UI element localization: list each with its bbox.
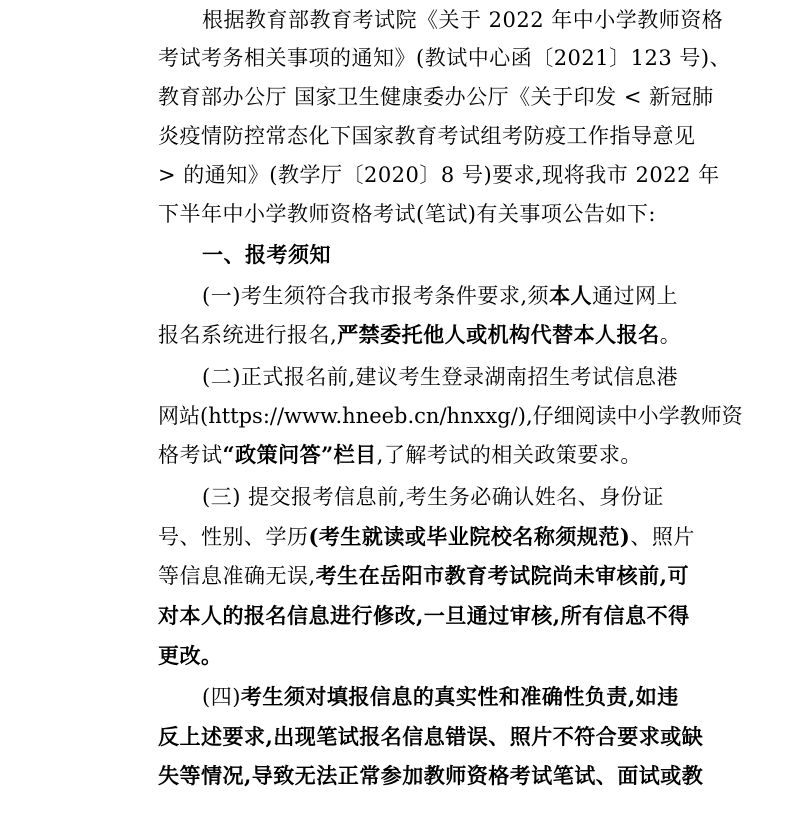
text-line	[0, 757, 797, 795]
text-segment: “政策问答”栏目	[222, 442, 377, 467]
text-line	[0, 557, 797, 595]
text-segment: 报名系统进行报名,	[158, 323, 338, 347]
text-segment: ,了解考试的相关政策要求。	[376, 443, 642, 467]
text-line	[0, 358, 797, 396]
text-line	[0, 436, 797, 474]
text-line	[0, 718, 797, 756]
text-segment: 号、性别、学历	[158, 525, 309, 549]
text-segment: 考生须对填报信息的真实性和准确性负责,如违	[240, 684, 679, 709]
text-segment: 根据教育部教育考试院《关于 2022 年中小学教师资格	[202, 8, 724, 32]
text-segment: (二)正式报名前,建议考生登录湖南招生考试信息港	[202, 365, 679, 389]
text-segment: 格考试	[158, 443, 223, 467]
text-line	[0, 518, 797, 556]
text-line	[0, 39, 797, 77]
text-segment: 更改。	[158, 643, 223, 668]
text-segment: (考生就读或毕业院校名称须规范)	[308, 524, 631, 549]
text-line	[0, 316, 797, 354]
text-segment: (四)	[202, 685, 241, 709]
text-line	[0, 637, 797, 675]
text-line	[0, 78, 797, 116]
text-line	[0, 277, 797, 315]
text-segment: 炎疫情防控常态化下国家教育考试组考防疫工作指导意见	[158, 124, 696, 148]
text-line	[0, 478, 797, 516]
text-segment: 失等情况,导致无法正常参加教师资格考试笔试、面试或教	[158, 763, 704, 788]
text-segment: 反上述要求,出现笔试报名信息错误、照片不符合要求或缺	[158, 724, 704, 749]
text-segment: 网站(https://www.hneeb.cn/hnxxg/),仔细阅读中小学教师资	[158, 404, 743, 428]
text-segment: 考试考务相关事项的通知》(教试中心函〔2021〕123 号)、	[158, 46, 732, 70]
text-segment: 一、报考须知	[202, 242, 331, 267]
section-heading	[0, 236, 797, 274]
text-line	[0, 156, 797, 194]
text-segment: 对本人的报名信息进行修改,一旦通过审核,所有信息不得	[158, 603, 690, 628]
text-line	[0, 397, 797, 435]
text-segment: 等信息准确无误,	[158, 564, 316, 588]
text-segment: (三) 提交报考信息前,考生务必确认姓名、身份证	[202, 485, 664, 509]
text-segment: 本人	[549, 283, 593, 308]
text-line	[0, 1, 797, 39]
text-segment: 。	[659, 323, 682, 347]
text-line	[0, 195, 797, 233]
text-segment: 考生在岳阳市教育考试院尚未审核前,可	[315, 563, 689, 588]
text-line	[0, 678, 797, 716]
text-segment: 严禁委托他人或机构代替本人报名	[337, 322, 660, 347]
text-segment: 通过网上	[592, 284, 679, 308]
text-segment: 、照片	[630, 525, 695, 549]
text-segment: 下半年中小学教师资格考试(笔试)有关事项公告如下:	[158, 202, 656, 226]
text-line	[0, 117, 797, 155]
text-segment: 教育部办公厅 国家卫生健康委办公厅《关于印发 < 新冠肺	[158, 85, 714, 109]
text-segment: > 的通知》(教学厅〔2020〕8 号)要求,现将我市 2022 年	[158, 163, 720, 187]
text-line	[0, 597, 797, 635]
text-segment: (一)考生须符合我市报考条件要求,须	[202, 284, 550, 308]
